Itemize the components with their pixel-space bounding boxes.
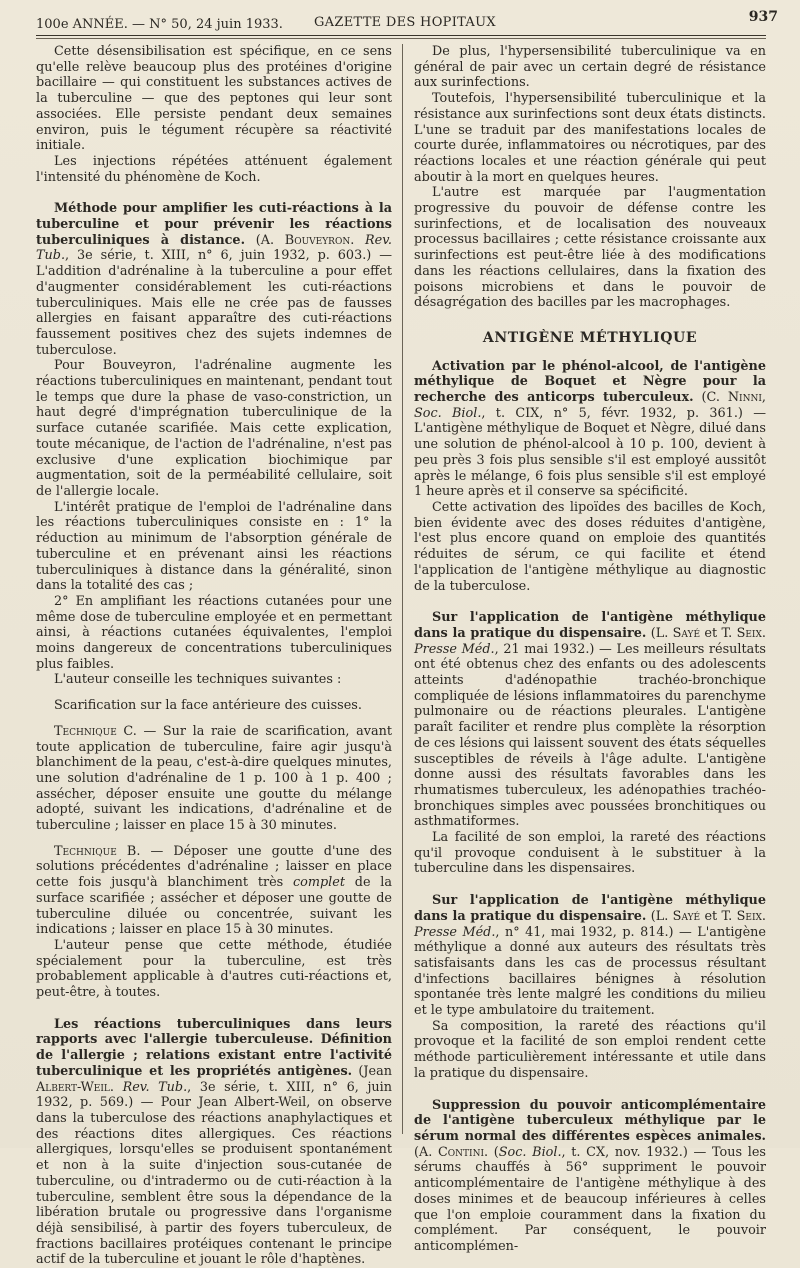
author: Bouveyron [284,232,351,248]
column-rule [402,44,403,1134]
author: Albert-Weil [36,1079,110,1095]
journal-title: GAZETTE DES HOPITAUX [314,15,496,30]
author: Seix [736,625,762,641]
journal-ref: Rev. Tub. [122,1079,188,1095]
paragraph: Cette désensibilisation est spécifique, en ce sens qu'elle relève beaucoup plus des protéines d'origine bacillaire — qui constituent les substances actives de la tuberculine — que des peptones qui leur sont associées. Elle persiste pendant deux semaines environ, puis le tégument récupère sa réactivité initiale. [36,44,392,154]
article-abstract: Sur l'application de l'antigène méthylique dans la pratique du dispensaire. (L. Sayé et T. Seix. Presse Méd., 21 mai 1932.) — Les meilleurs résultats ont été obtenus chez des enfants ou des adolescents atteints d'adénopathie trachéo-bronchique compliquée de lésions inflammatoires du parenchyme pulmonaire ou de réactions pleurales. L'antigène paraît faciliter et rendre plus complète la résorption de ces lésions qui laissent souvent des états séquelles susceptibles de réveils à l'âge adulte. L'antigène donne aussi des résultats favorables dans les rhumatismes tuberculeux, les adénopathies trachéo-bronchiques simples avec poussées bronchitiques ou asthmatiformes. [414,610,767,830]
paragraph: L'auteur pense que cette méthode, étudiée spécialement pour la tuberculine, est très probablement applicable à d'autres cuti-réactions et, peut-être, à toutes. [36,937,392,1001]
section-heading: ANTIGÈNE MÉTHYLIQUE [482,329,698,346]
page-number: 937 [748,9,778,25]
journal-ref: Soc. Biol. [498,1144,562,1160]
journal-ref: Rev. Tub. [36,232,393,264]
author: Sayé [672,625,701,641]
article-title: Suppression du pouvoir anticomplémentaire de l'antigène tuberculeux méthylique par le sérum normal des différentes espèces animales. [414,1097,766,1144]
article-abstract: Suppression du pouvoir anticomplémentaire de l'antigène tuberculeux méthylique par le sérum normal des différentes espèces animales. (A. Contini. (Soc. Biol., t. CX, nov. 1932.) — Tous les sérums chauffés à 56° suppriment le pouvoir anticomplémentaire de l'antigène méthylique à des doses minimes et de beaucoup inférieures à celles que l'on emploie couramment dans la fixation du complément. Par conséquent, le pouvoir anticomplémen- [414,1097,766,1254]
journal-ref: Presse Méd. [414,641,495,657]
technique-b: Technique B. — Déposer une goutte d'une des solutions précédentes d'adrénaline ; laisser en place cette fois jusqu'à blanchiment très complet de la surface scarifiée ; assécher et déposer une goutte de tuberculine diluée ou concentrée, suivant les indications ; laisser en place 15 à 30 minutes. [36,843,392,938]
article-title: Les réactions tuberculiniques dans leurs rapports avec l'allergie tuberculeuse. Définition de l'allergie ; relations existant entre l'activité tuberculinique et les propriétés antigènes. [36,1016,392,1079]
journal-ref: Soc. Biol. [414,405,482,421]
paragraph: Sa composition, la rareté des réactions qu'il provoque et la facilité de son emploi rendent cette méthode particulièrement intéressante et utile dans la pratique du dispensaire. [414,1018,766,1081]
paragraph: Scarification sur la face antérieure des cuisses. [54,698,362,714]
paragraph: L'autre est marquée par l'augmentation progressive du pouvoir de défense contre les surinfections, et de localisation des nouveaux processus bacillaires ; cette résistance croissante aux surinfections est peut-être liée à des modifications dans les réactions cellulaires, dans la fixation des poisons microbiens et dans le pouvoir de désagrégation des bacilles par les macrophages. [414,185,766,311]
paragraph: De plus, l'hypersensibilité tuberculinique va en général de pair avec un certain degré de résistance aux surinfections. [414,44,766,91]
paragraph: La facilité de son emploi, la rareté des réactions qu'il provoque conduisent à le substituer à la tuberculine dans les dispensaires. [414,830,766,877]
right-column [414,44,766,1255]
paragraph: Cette activation des lipoïdes des bacilles de Koch, bien évidente avec des doses réduites d'antigène, l'est plus encore quand on emploie des quantités réduites de sérum, ce qui facilite et étend l'application de l'antigène méthylique au diagnostic de la tuberculose. [414,499,766,594]
running-header [36,6,778,36]
article-abstract: Méthode pour amplifier les cuti-réactions à la tuberculine et pour prévenir les réactions tuberculiniques à distance. (A. Bouveyron. Rev. Tub., 3e série, t. XIII, n° 6, juin 1932, p. 603.) — L'addition d'adrénaline à la tuberculine a pour effet d'augmenter considérablement les cuti-réactions tuberculiniques. Mais elle ne crée pas de fausses allergies en faisant apparaître des cuti-réactions faussement positives chez des sujets indemnes de tuberculose. [36,201,393,358]
paragraph: L'intérêt pratique de l'emploi de l'adrénaline dans les réactions tuberculiniques consiste en : 1° la réduction au minimum de l'absorption générale de tuberculine et en prévenant ainsi les réactions tuberculiniques à distance dans la généralité, sinon dans la totalité des cas ; [36,499,392,594]
technique-c: Technique C. — Sur la raie de scarification, avant toute application de tuberculine, faire agir jusqu'à blanchiment de la peau, c'est-à-dire quelques minutes, une solution d'adrénaline de 1 p. 100 à 1 p. 400 ; assécher, déposer ensuite une goutte du mélange adopté, suivant les indications, d'adrénaline et de tuberculine ; laisser en place 15 à 30 minutes. [36,723,392,834]
paragraph: Toutefois, l'hypersensibilité tuberculinique et la résistance aux surinfections sont deux états distincts. L'une se traduit par des manifestations locales de courte durée, inflammatoires ou nécrotiques, par des réactions locales et une réaction générale qui peut aboutir à la mort en quelques heures. [414,91,766,185]
article-title: Sur l'application de l'antigène méthylique dans la pratique du dispensaire. [414,893,766,924]
author: Contini [437,1144,485,1160]
left-column [36,44,392,1268]
issue-info: 100e ANNÉE. — N° 50, 24 juin 1933. [36,17,283,32]
author: Seix [736,908,762,924]
article-abstract: Les réactions tuberculiniques dans leurs rapports avec l'allergie tuberculeuse. Définition de l'allergie ; relations existant entre l'activité tuberculinique et les propriétés antigènes. (Jean Albert-Weil. Rev. Tub., 3e série, t. XIII, n° 6, juin 1932, p. 569.) — Pour Jean Albert-Weil, on observe dans la tuberculose des réactions anaphylactiques et des réactions dites allergiques. Ces réactions allergiques, lorsqu'elles se produisent spontanément et non à la suite d'injection sous-cutanée de tuberculine, ou d'intradermo ou de cuti-réaction à la tuberculine, semblent être sous la dépendance de la libération brutale ou progressive dans l'organisme déjà sensibilisé, à partir des foyers tuberculeux, de fractions bacillaires protéiques contenant le principe actif de la tuberculine et jouant le rôle d'haptènes. [36,1016,392,1268]
article-abstract: Sur l'application de l'antigène méthylique dans la pratique du dispensaire. (L. Sayé et T. Seix. Presse Méd., n° 41, mai 1932, p. 814.) — L'antigène méthylique a donné aux auteurs des résultats très satisfaisants dans les cas de processus résultant d'infections bacillaires bénignes à résolution spontanée très lente malgré les conditions du milieu et le type ambulatoire du traitement. [414,893,766,1019]
author: Sayé [672,908,701,924]
paragraph: Pour Bouveyron, l'adrénaline augmente les réactions tuberculiniques en maintenant, pendant tout le temps que dure la phase de vaso-constriction, un haut degré d'imprégnation tuberculinique de la surface cutanée scarifiée. Mais cette explication, toute mécanique, de l'action de l'adrénaline, n'est pas exclusive d'une explication biochimique par augmentation, soit de la perméabilité cellulaire, soit de l'allergie locale. [36,358,392,499]
author: Ninni [727,390,762,406]
paragraph: L'auteur conseille les techniques suivantes : [54,672,342,688]
paragraph: 2° En amplifiant les réactions cutanées pour une même dose de tuberculine employée et en permettant ainsi, à réactions cutanées équivalentes, l'emploi moins dangereux de concentrations tuberculiniques plus faibles. [36,593,392,672]
paragraph: Les injections répétées atténuent également l'intensité du phénomène de Koch. [36,153,392,185]
article-title: Sur l'application de l'antigène méthylique dans la pratique du dispensaire. [414,610,766,641]
header-rule [36,38,766,39]
article-title: Activation par le phénol-alcool, de l'antigène méthylique de Boquet et Nègre pour la recherche des anticorps tuberculeux. [414,358,766,406]
article-abstract: Activation par le phénol-alcool, de l'antigène méthylique de Boquet et Nègre pour la recherche des anticorps tuberculeux. (C. Ninni, Soc. Biol., t. CIX, n° 5, févr. 1932, p. 361.) — L'antigène méthylique de Boquet et Nègre, dilué dans une solution de phénol-alcool à 10 p. 100, devient à peu près 3 fois plus sensible s'il est employé aussitôt après le mélange, 6 fois plus sensible s'il est employé 1 heure après et il conserve sa spécificité. [414,358,766,500]
journal-ref: Presse Méd. [414,924,496,940]
article-title: Méthode pour amplifier les cuti-réactions à la tuberculine et pour prévenir les réactions tuberculiniques à distance. [36,201,392,248]
